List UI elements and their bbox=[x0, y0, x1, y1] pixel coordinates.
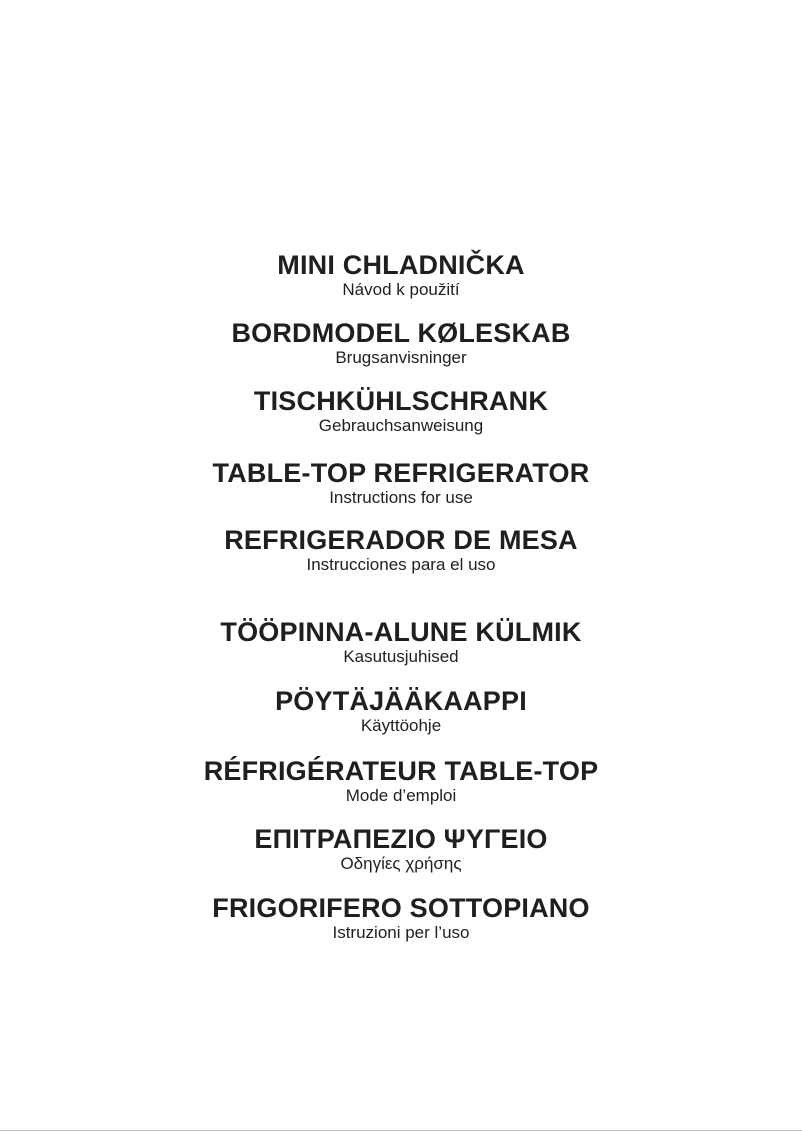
title-french: RÉFRIGÉRATEUR TABLE-TOP bbox=[203, 756, 599, 786]
subtitle-czech: Návod k použití bbox=[342, 280, 460, 299]
entry-danish bbox=[0, 318, 802, 368]
entry-greek bbox=[0, 824, 802, 874]
title-estonian: TÖÖPINNA-ALUNE KÜLMIK bbox=[220, 617, 582, 647]
subtitle-greek: Οδηγίες χρήσης bbox=[340, 854, 462, 873]
entry-czech bbox=[0, 250, 802, 300]
entry-spanish bbox=[0, 525, 802, 575]
subtitle-english: Instructions for use bbox=[329, 488, 473, 507]
subtitle-german: Gebrauchsanweisung bbox=[318, 416, 484, 435]
subtitle-danish: Brugsanvisninger bbox=[335, 348, 467, 367]
title-danish: BORDMODEL KØLESKAB bbox=[231, 318, 571, 348]
title-spanish: REFRIGERADOR DE MESA bbox=[224, 525, 578, 555]
subtitle-italian: Istruzioni per l’uso bbox=[332, 923, 470, 942]
title-finnish: PÖYTÄJÄÄKAAPPI bbox=[275, 686, 527, 716]
entry-estonian bbox=[0, 617, 802, 667]
entry-german bbox=[0, 386, 802, 436]
title-czech: MINI CHLADNIČKA bbox=[277, 250, 525, 280]
bottom-divider bbox=[0, 1130, 802, 1131]
entry-english bbox=[0, 458, 802, 508]
title-greek: ΕΠΙΤΡΑΠΕΖΙΟ ΨΥΓΕΙΟ bbox=[254, 824, 548, 854]
title-english: TABLE-TOP REFRIGERATOR bbox=[212, 458, 590, 488]
subtitle-spanish: Instrucciones para el uso bbox=[306, 555, 496, 574]
entry-french bbox=[0, 756, 802, 806]
entry-italian bbox=[0, 893, 802, 943]
subtitle-estonian: Kasutusjuhised bbox=[343, 647, 459, 666]
title-german: TISCHKÜHLSCHRANK bbox=[253, 386, 549, 416]
subtitle-finnish: Käyttöohje bbox=[360, 716, 442, 735]
entry-finnish bbox=[0, 686, 802, 736]
title-italian: FRIGORIFERO SOTTOPIANO bbox=[212, 893, 590, 923]
subtitle-french: Mode d’emploi bbox=[345, 786, 457, 805]
